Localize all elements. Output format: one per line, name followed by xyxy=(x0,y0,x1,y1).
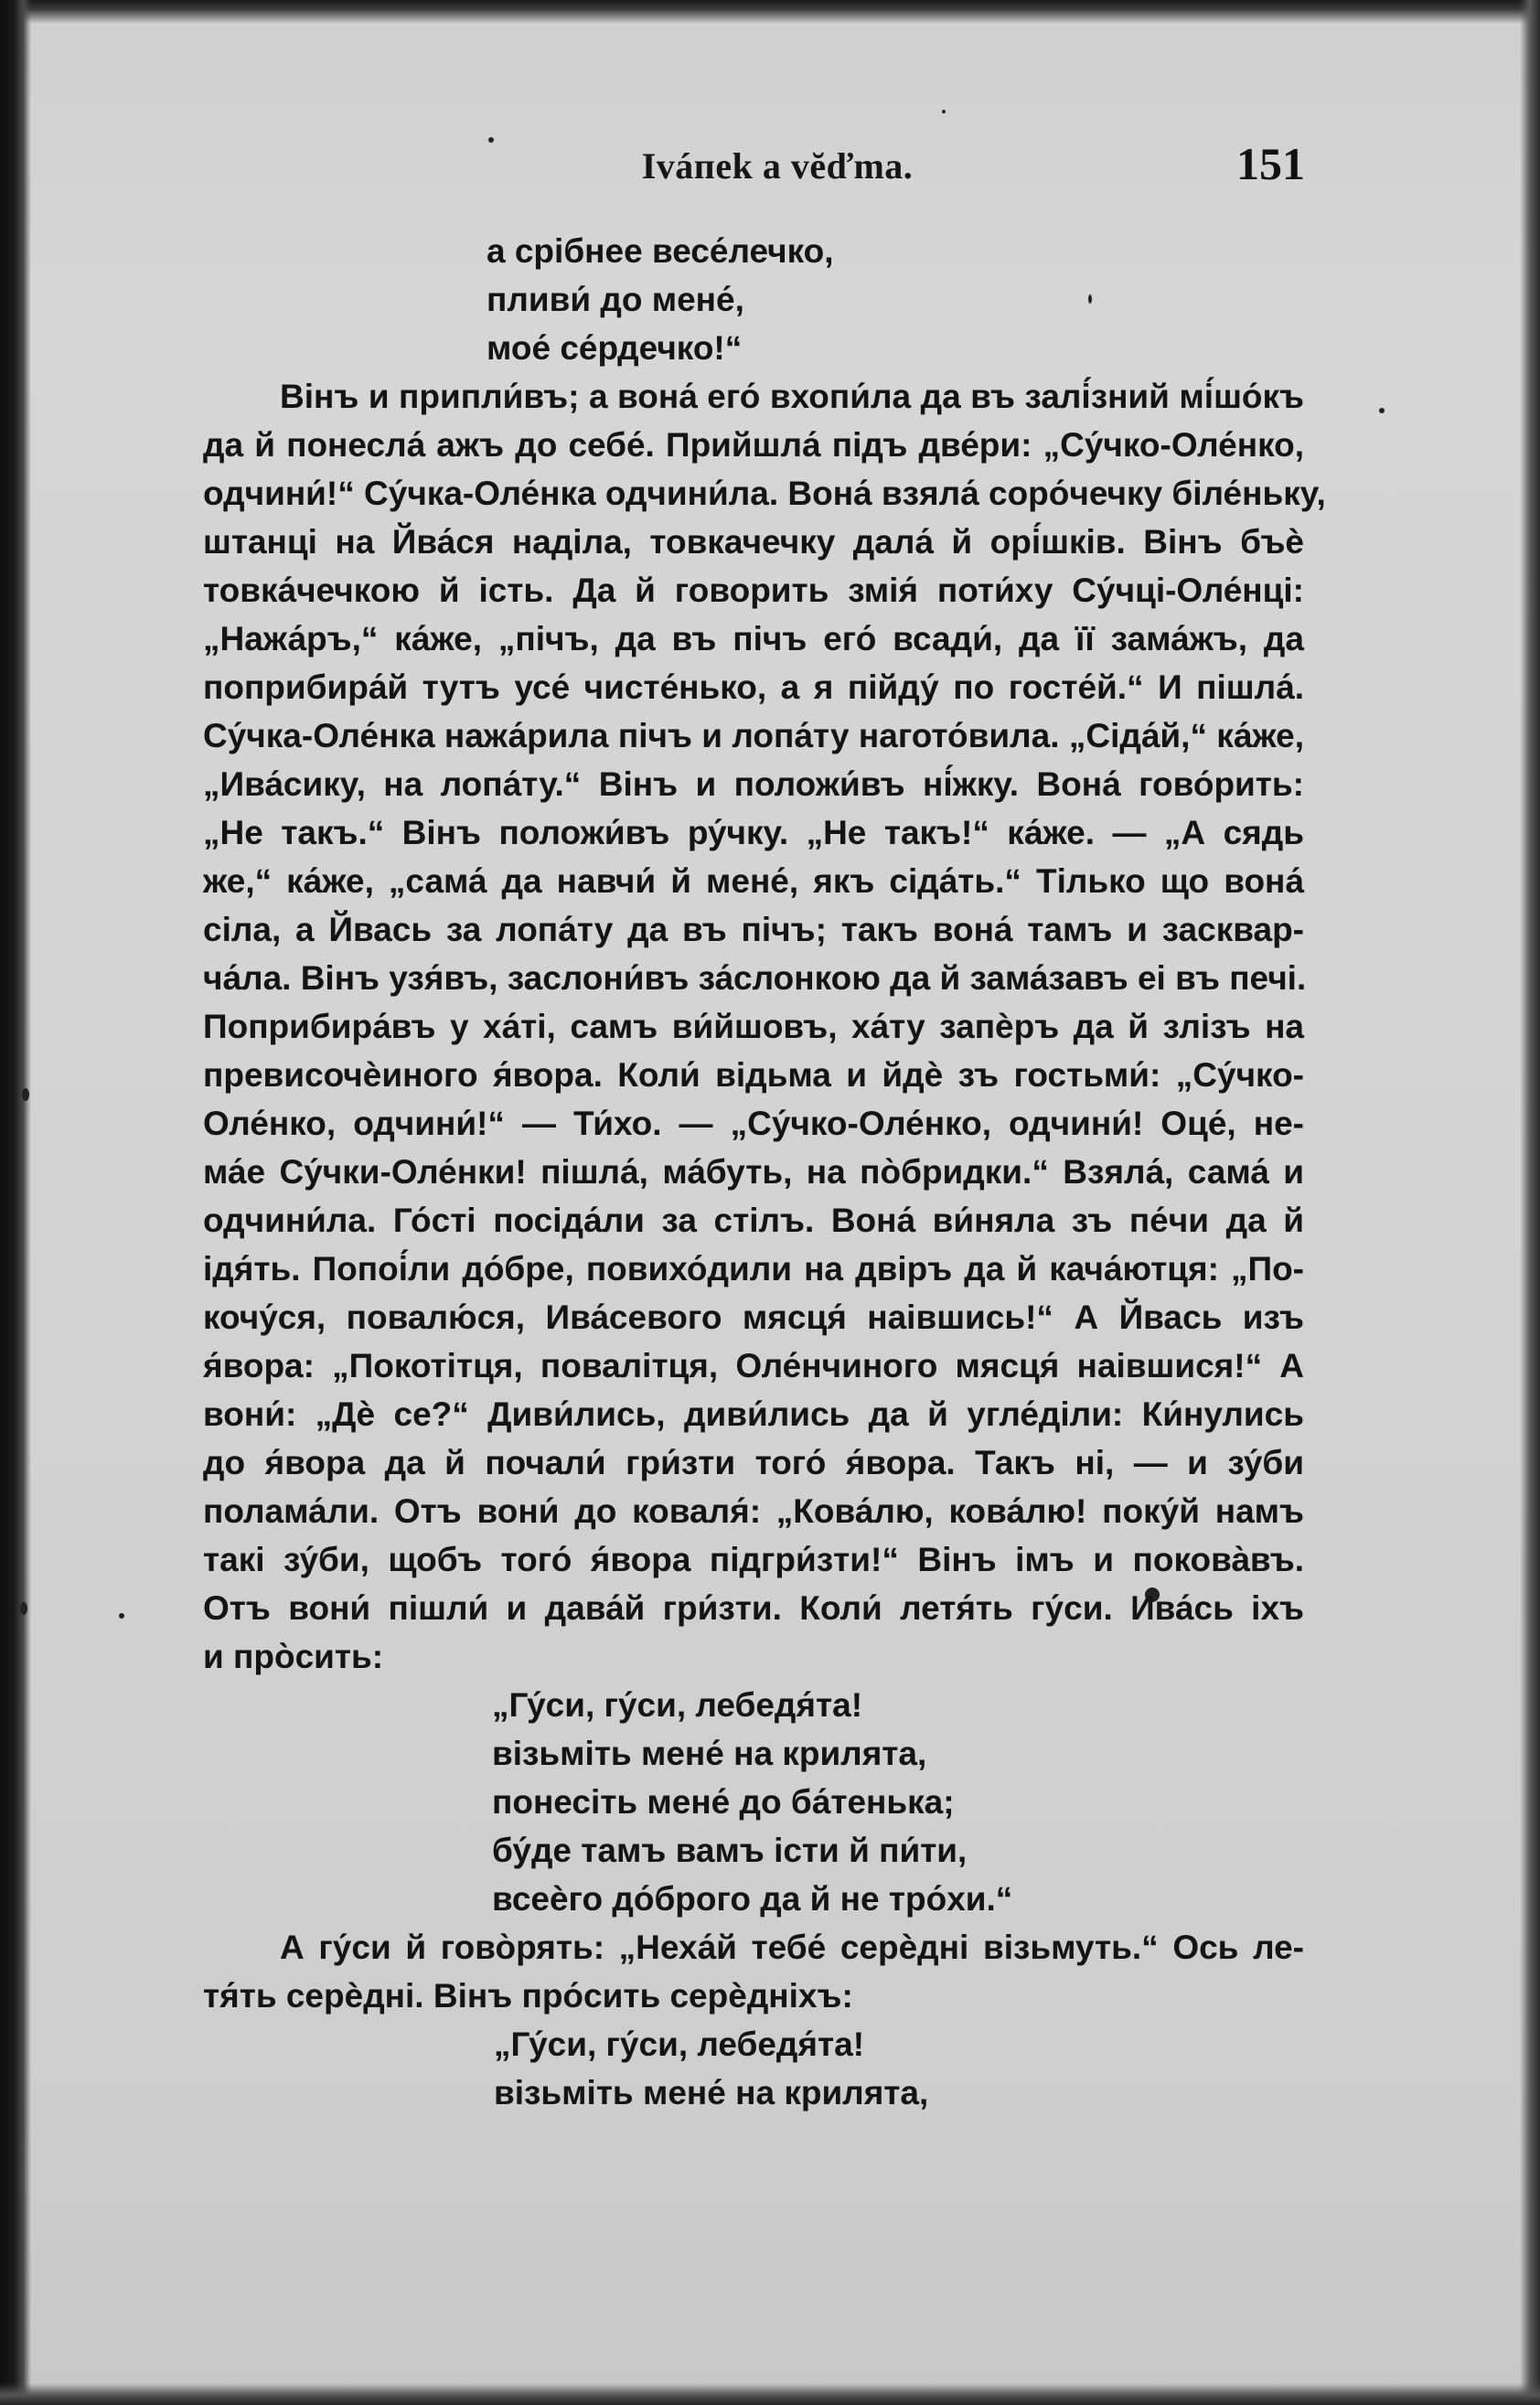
text-line: ідя́ть. Попоі́ли до́бре, повихо́дили на двіръ да й кача́ютця: „По- xyxy=(203,1250,1304,1288)
speck xyxy=(488,137,494,143)
text-line: Оле́нко, одчини́!“ — Ти́хо. — „Су́чко-Оле́нко, одчини́! Оце́, не- xyxy=(203,1105,1304,1142)
text-line: превисочѐиного я́вора. Коли́ відьма и йдѐ зъ гостьми́: „Су́чко- xyxy=(203,1056,1304,1094)
text-line: тя́ть серѐдні. Вінъ про́сить серѐдніхъ: xyxy=(203,1977,853,2015)
text-line: візьміть мене́ на крилята, xyxy=(492,1735,927,1772)
text-line: же,“ ка́же, „сама́ да навчи́ й мене́, якъ сіда́ть.“ Тілько що вона́ xyxy=(203,862,1304,900)
speck xyxy=(22,1088,29,1101)
running-title: Iváпеk a vĕďma. xyxy=(641,145,914,187)
text-line: мое́ се́рдечко!“ xyxy=(487,329,743,367)
text-line: полама́ли. Отъ вони́ до коваля́: „Кова́лю, кова́лю! поку́й намъ xyxy=(203,1492,1304,1530)
scan-edge-left xyxy=(0,0,31,2405)
text-line: „Не такъ.“ Вінъ положи́въ ру́чку. „Не такъ!“ ка́же. — „А сядь xyxy=(203,814,1304,851)
text-line: А гу́си й гово̀рять: „Неха́й тебе́ серѐдні візьмуть.“ Ось ле- xyxy=(280,1929,1304,1966)
text-line: Вінъ и припли́въ; а вона́ его́ вхопи́ла да въ залі́зний мі́шо́къ xyxy=(280,378,1304,415)
text-line: кочу́ся, повалю́ся, Ива́севого мясця́ наівшись!“ А Йвась изъ xyxy=(203,1299,1304,1336)
text-line: „Гу́си, гу́си, лебедя́та! xyxy=(494,2026,865,2063)
speck xyxy=(1379,408,1385,413)
body-text xyxy=(203,227,1326,2117)
speck xyxy=(119,1613,124,1619)
text-line: Поприбира́въ у ха́ті, самъ ви́йшовъ, ха́ту запѐръ да й злізъ на xyxy=(203,1008,1304,1045)
text-line: а срібнее весе́лечко, xyxy=(487,232,834,270)
text-line: и про̀сить: xyxy=(203,1638,384,1675)
text-line: „Гу́си, гу́си, лебедя́та! xyxy=(492,1686,863,1724)
text-line: вони́: „Дѐ се?“ Диви́лись, диви́лись да й угле́діли: Ки́нулись xyxy=(203,1395,1304,1433)
text-line: я́вора: „Покотітця, повалітця, Оле́нчиного мясця́ наівшися!“ А xyxy=(203,1347,1304,1384)
scan-edge-right xyxy=(1520,0,1540,2405)
page-number: 151 xyxy=(1236,138,1305,189)
text-line: сіла, а Йвась за лопа́ту да въ пічъ; такъ вона́ тамъ и засквар- xyxy=(203,911,1304,948)
scan-edge-bottom xyxy=(0,2383,1540,2405)
text-line: одчини́!“ Су́чка-Оле́нка одчини́ла. Вона́ взяла́ соро́чечку біле́ньку, xyxy=(203,475,1326,512)
speck xyxy=(20,1602,27,1615)
speck xyxy=(942,110,946,113)
text-line: до я́вора да й почали́ гри́зти того́ я́вора. Такъ ні, — и зу́би xyxy=(203,1444,1304,1481)
text-line: всеѐго до́брого да й не тро́хи.“ xyxy=(492,1880,1013,1918)
scan-edge-top xyxy=(0,0,1540,24)
text-line: поприбира́й тутъ усе́ чисте́нько, а я пійду́ по госте́й.“ И пішла́. xyxy=(203,668,1304,706)
text-line: да й понесла́ ажъ до себе́. Прийшла́ підъ две́ри: „Су́чко-Оле́нко, xyxy=(203,426,1304,464)
text-line: Отъ вони́ пішли́ и дава́й гри́зти. Коли́ летя́ть гу́си. Ива́сь іхъ xyxy=(203,1589,1304,1627)
text-line: пливи́ до мене́, xyxy=(487,281,744,318)
text-line: штанці на Йва́ся наділа, товкачечку дала́ й орі́шків. Вінъ бъѐ xyxy=(203,523,1304,561)
text-line: „Нажа́ръ,“ ка́же, „пічъ, да въ пічъ его́ всади́, да її зама́жъ, да xyxy=(203,620,1304,657)
text-line: ча́ла. Вінъ узя́въ, заслони́въ за́слонкою да й зама́завъ еі въ печі. xyxy=(203,959,1307,997)
text-line: одчини́ла. Го́сті посіда́ли за стілъ. Вона́ ви́няла зъ пе́чи да й xyxy=(203,1202,1304,1239)
text-line: візьміть мене́ на крилята, xyxy=(494,2074,929,2111)
text-line: бу́де тамъ вамъ істи й пи́ти, xyxy=(492,1832,968,1869)
text-line: Су́чка-Оле́нка нажа́рила пічъ и лопа́ту нагото́вила. „Сіда́й,“ ка́же, xyxy=(203,717,1304,754)
text-line: „Ива́сику, на лопа́ту.“ Вінъ и положи́въ ні́жку. Вона́ гово́рить: xyxy=(203,765,1304,803)
text-line: понесіть мене́ до ба́тенька; xyxy=(492,1783,955,1821)
text-line: такі зу́би, щобъ того́ я́вора підгри́зти!“ Вінъ імъ и покова̀въ. xyxy=(203,1541,1304,1578)
text-line: ма́е Су́чки-Оле́нки! пішла́, ма́буть, на по̀бридки.“ Взяла́, сама́ и xyxy=(203,1153,1304,1191)
text-line: товка́чечкою й ість. Да й говорить змія́ поти́ху Су́чці-Оле́нці: xyxy=(203,572,1304,609)
